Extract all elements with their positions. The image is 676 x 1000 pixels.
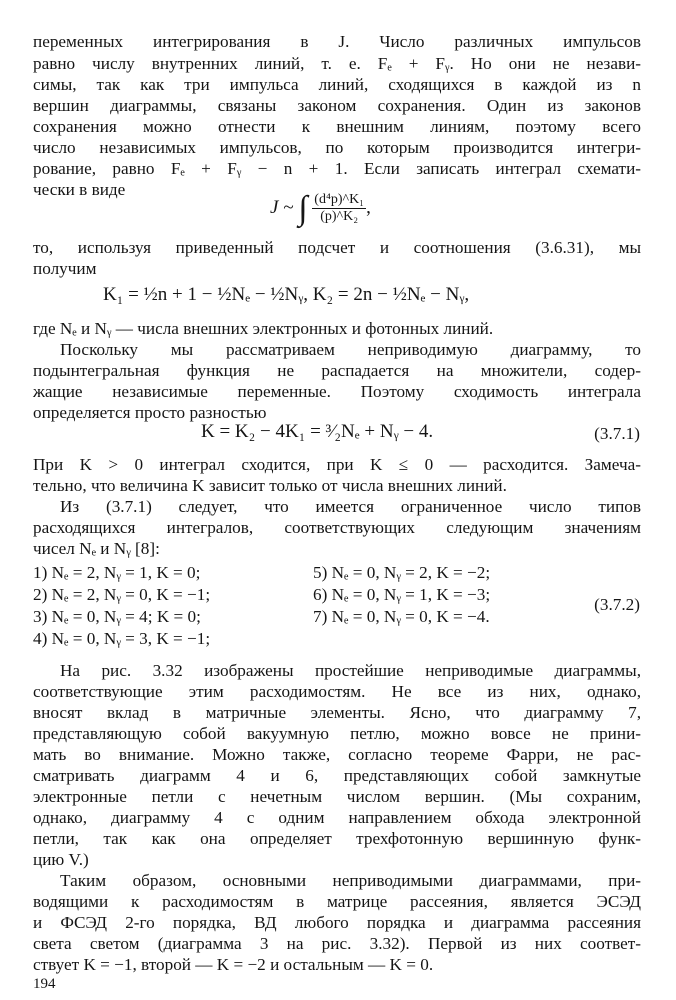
text-line: петли, так как она определяет трехфотонную вершинную функ-: [33, 829, 641, 848]
text-line: где Nₑ и Nᵧ — числа внешних электронных и фотонных линий.: [33, 319, 494, 338]
equation-number-3-7-1: (3.7.1): [594, 424, 640, 443]
text-line: равно числу внутренних линий, т. е. Fₑ + Fᵧ. Но они не незави-: [33, 54, 641, 73]
text-line: ствует K = −1, второй — K = −2 и остальным — K = 0.: [33, 955, 434, 974]
equation-3-7-1: K = K₂ − 4K₁ = ³⁄₂Nₑ + Nᵧ − 4.: [201, 421, 434, 442]
integral-lhs: J ~: [270, 196, 294, 218]
text-line: сматривать диаграмм 4 и 6, представляющих собой замкнутые: [33, 766, 641, 785]
text-line: определяется просто разностью: [33, 403, 267, 422]
text-line: При K > 0 интеграл сходится, при K ≤ 0 — расходится. Замеча-: [33, 455, 641, 474]
integral-denominator: (p)^K₂: [320, 209, 359, 224]
text-line: представляющую собой вакуумную петлю, можно вовсе не прини-: [33, 724, 641, 743]
text-line: рование, равно Fₑ + Fᵧ − n + 1. Если записать интеграл схемати-: [33, 159, 641, 178]
text-line: тельно, что величина K зависит только от числа внешних линий.: [33, 476, 507, 495]
page-number: 194: [33, 976, 56, 992]
text-line: расходящихся интегралов, соответствующих следующим значениям: [33, 518, 641, 537]
text-line: подынтегральная функция не распадается на множители, содер-: [33, 361, 641, 380]
text-line: жащие независимые переменные. Поэтому сходимость интеграла: [33, 382, 641, 401]
text-line: и ФСЭД 2-го порядка, ВД любого порядка и диаграмма рассеяния: [33, 913, 641, 932]
text-line: число независимых импульсов, по которым производится интегри-: [33, 138, 641, 157]
text-line: Из (3.7.1) следует, что имеется ограниченное число типов: [60, 497, 641, 516]
text-line: водящими к расходимостям в матрице рассеяния, является ЭСЭД: [33, 892, 641, 911]
case-item: 3) Nₑ = 0, Nᵧ = 4; K = 0;: [33, 607, 201, 626]
case-item: 2) Nₑ = 2, Nᵧ = 0, K = −1;: [33, 585, 211, 604]
text-line: однако, диаграмму 4 с одним направлением обхода электронной: [33, 808, 641, 827]
text-line: мать во внимание. Можно также, согласно теореме Фарри, не рас-: [33, 745, 641, 764]
text-line: симы, так как три импульса линий, сходящихся в каждой из n: [33, 75, 641, 94]
integral-tail: ,: [366, 196, 371, 218]
text-line: вносят вклад в матричные элементы. Ясно, что диаграмму 7,: [33, 703, 641, 722]
case-item: 6) Nₑ = 0, Nᵧ = 1, K = −3;: [313, 585, 491, 604]
k-equation: K₁ = ½n + 1 − ½Nₑ − ½Nᵧ, K₂ = 2n − ½Nₑ − Nᵧ,: [103, 284, 470, 305]
text-line: чески в виде: [33, 180, 126, 199]
case-item: 5) Nₑ = 0, Nᵧ = 2, K = −2;: [313, 563, 491, 582]
text-line: Поскольку мы рассматриваем неприводимую диаграмму, то: [60, 340, 641, 359]
case-item: 4) Nₑ = 0, Nᵧ = 3, K = −1;: [33, 629, 211, 648]
text-line: сохранения можно отнести к внешним линиям, поэтому всего: [33, 117, 641, 136]
text-line: получим: [33, 259, 97, 278]
equation-number-3-7-2: (3.7.2): [594, 595, 640, 614]
text-line: вершин диаграммы, связаны законом сохранения. Один из законов: [33, 96, 641, 115]
text-line: то, используя приведенный подсчет и соотношения (3.6.31), мы: [33, 238, 641, 257]
text-line: чисел Nₑ и Nᵧ [8]:: [33, 539, 160, 558]
integral-sign: ∫: [298, 189, 308, 227]
text-line: соответствующие этим расходимостям. Не все из них, однако,: [33, 682, 641, 701]
text-line: Таким образом, основными неприводимыми диаграммами, при-: [60, 871, 641, 890]
text-line: переменных интегрирования в J. Число различных импульсов: [33, 32, 641, 51]
integral-formula: [270, 189, 371, 227]
text-line: цию V.): [33, 850, 89, 869]
integral-numerator: (d⁴p)^K₁: [314, 192, 365, 207]
text-line: электронные петли с нечетным числом вершин. (Мы сохраним,: [33, 787, 641, 806]
case-item: 7) Nₑ = 0, Nᵧ = 0, K = −4.: [313, 607, 490, 626]
text-line: На рис. 3.32 изображены простейшие неприводимые диаграммы,: [60, 661, 641, 680]
text-line: света светом (диаграмма 3 на рис. 3.32). Первой из них соответ-: [33, 934, 641, 953]
case-item: 1) Nₑ = 2, Nᵧ = 1, K = 0;: [33, 563, 201, 582]
integral-fraction: [312, 192, 366, 225]
